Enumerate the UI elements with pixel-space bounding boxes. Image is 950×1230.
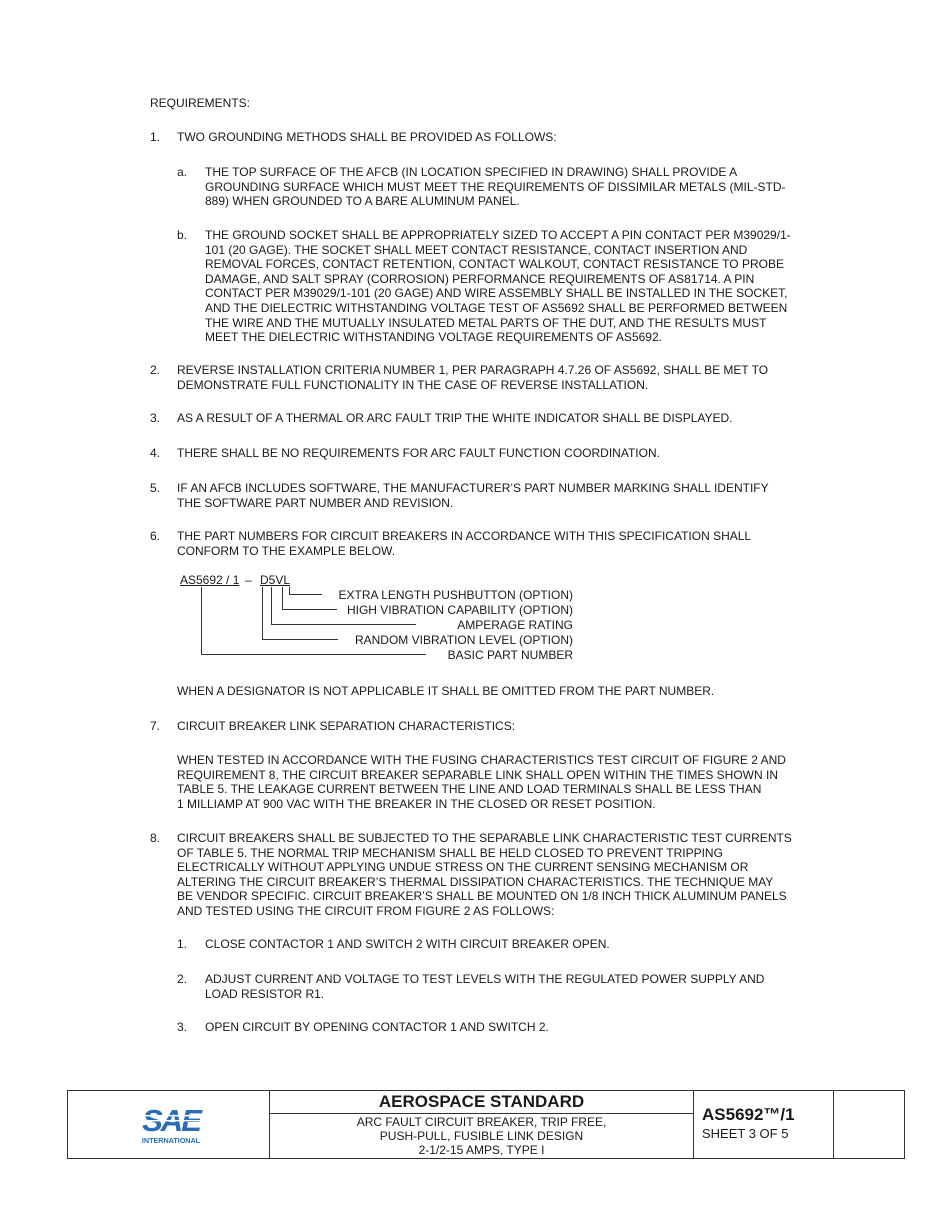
item-number: 8. [150, 831, 161, 845]
subitem-number: 2. [177, 972, 188, 986]
item-number: 3. [150, 411, 161, 425]
item-text: WHEN TESTED IN ACCORDANCE WITH THE FUSING CHARACTERISTICS TEST CIRCUIT OF FIGURE 2 AND REQUIREMENT 8, THE CIRCUIT BREAKER SEPARABLE LINK SHALL OPEN WITHIN THE TIMES SHOWN IN TABLE 5. THE LEAKAGE CURRENT BETWEEN THE LINE AND LOAD TERMINALS SHALL BE LESS THAN 1 MILLIAMP AT 900 VAC WITH THE BREAKER IN THE CLOSED OR RESET POSITION. [177, 753, 786, 811]
item-number: 7. [150, 719, 161, 733]
diagram-label-high-vibration: HIGH VIBRATION CAPABILITY (OPTION) [346, 603, 573, 617]
item-text: CIRCUIT BREAKER LINK SEPARATION CHARACTERISTICS: [177, 719, 516, 733]
subitem-text: OPEN CIRCUIT BY OPENING CONTACTOR 1 AND SWITCH 2. [205, 1020, 549, 1034]
revision-cell [834, 1091, 904, 1158]
diagram-label-amperage: AMPERAGE RATING [457, 618, 573, 632]
diagram-label-basic-part: BASIC PART NUMBER [447, 648, 573, 662]
part-number-dash: – [245, 573, 252, 587]
part-number-suffix: D5VL [260, 573, 291, 587]
subitem-text: THE TOP SURFACE OF THE AFCB (IN LOCATION SPECIFIED IN DRAWING) SHALL PROVIDE A GROUNDING SURFACE WHICH MUST MEET THE REQUIREMENTS OF DISSIMILAR METALS (MIL-STD- 889) WHEN GROUNDED TO A BARE ALUMINUM PANEL. [205, 165, 786, 209]
diagram-label-extra-length: EXTRA LENGTH PUSHBUTTON (OPTION) [338, 588, 573, 602]
standard-number: AS5692™/1 [702, 1105, 795, 1124]
sae-logo [136, 1101, 206, 1147]
subitem-number: 3. [177, 1020, 188, 1034]
part-number-base: AS5692 / 1 [180, 573, 240, 587]
subitem-text: THE GROUND SOCKET SHALL BE APPROPRIATELY SIZED TO ACCEPT A PIN CONTACT PER M39029/1- 101 (20 GAGE). THE SOCKET SHALL MEET CONTACT RESISTANCE, CONTACT INSERTION AND REMOVAL FORCES, CONTACT RETENTION, CONTACT WALKOUT, CONTACT RESISTANCE TO PROBE DAMAGE, AND SALT SPRAY (CORROSION) PERFORMANCE REQUIREMENTS OF AS81714. A PIN CONTACT PER M39029/1-101 (20 GAGE) AND WIRE ASSEMBLY SHALL BE INSTALLED IN THE SOCKET, AND THE DIELECTRIC WITHSTANDING VOLTAGE TEST OF AS5692 SHALL BE PERFORMED BETWEEN THE WIRE AND THE MUTUALLY INSULATED METAL PARTS OF THE DUT, AND THE RESULTS MUST MEET THE DIELECTRIC WITHSTANDING VOLTAGE REQUIREMENTS OF AS5692. [205, 228, 791, 345]
item-number: 5. [150, 481, 161, 495]
requirements-heading: REQUIREMENTS: [150, 96, 251, 110]
title-block [67, 1090, 905, 1159]
title-cell [270, 1091, 694, 1158]
leader-line-extra-length [290, 587, 323, 595]
standard-description: ARC FAULT CIRCUIT BREAKER, TRIP FREE, PUSH-PULL, FUSIBLE LINK DESIGN 2-1/2-15 AMPS, TYPE I [356, 1115, 607, 1157]
item-number: 2. [150, 363, 161, 377]
subitem-number: a. [177, 165, 188, 179]
item-text: THE PART NUMBERS FOR CIRCUIT BREAKERS IN ACCORDANCE WITH THIS SPECIFICATION SHALL CONFORM TO THE EXAMPLE BELOW. [177, 529, 752, 558]
item-text: THERE SHALL BE NO REQUIREMENTS FOR ARC FAULT FUNCTION COORDINATION. [177, 446, 660, 460]
subitem-number: b. [177, 228, 188, 242]
leader-line-high-vibration [283, 587, 338, 610]
item-text: CIRCUIT BREAKERS SHALL BE SUBJECTED TO THE SEPARABLE LINK CHARACTERISTIC TEST CURRENTS OF TABLE 5. THE NORMAL TRIP MECHANISM SHALL BE HELD CLOSED TO PREVENT TRIPPING ELECTRICALLY WITHOUT APPLYING UNDUE STRESS ON THE CURRENT SENSING MECHANISM OR ALTERING THE CIRCUIT BREAKER’S THERMAL DISSIPATION CHARACTERISTICS. THE TECHNIQUE MAY BE VENDOR SPECIFIC. CIRCUIT BREAKER’S SHALL BE MOUNTED ON 1/8 INCH THICK ALUMINUM PANELS AND TESTED USING THE CIRCUIT FROM FIGURE 2 AS FOLLOWS: [177, 831, 792, 918]
item-text: IF AN AFCB INCLUDES SOFTWARE, THE MANUFACTURER’S PART NUMBER MARKING SHALL IDENTIFY THE SOFTWARE PART NUMBER AND REVISION. [177, 481, 769, 510]
standard-heading: AEROSPACE STANDARD [270, 1091, 693, 1114]
sae-logo-subtext: INTERNATIONAL [141, 1136, 201, 1145]
item-text: TWO GROUNDING METHODS SHALL BE PROVIDED AS FOLLOWS: [177, 130, 557, 144]
designator-note: WHEN A DESIGNATOR IS NOT APPLICABLE IT SHALL BE OMITTED FROM THE PART NUMBER. [177, 684, 715, 698]
sheet-number: SHEET 3 OF 5 [702, 1126, 789, 1141]
subitem-number: 1. [177, 937, 188, 951]
item-text: REVERSE INSTALLATION CRITERIA NUMBER 1, PER PARAGRAPH 4.7.26 OF AS5692, SHALL BE MET TO DEMONSTRATE FULL FUNCTIONALITY IN THE CASE OF REVERSE INSTALLATION. [177, 363, 769, 392]
item-number: 6. [150, 529, 161, 543]
subitem-text: ADJUST CURRENT AND VOLTAGE TO TEST LEVELS WITH THE REGULATED POWER SUPPLY AND LOAD RESISTOR R1. [205, 972, 765, 1001]
item-text: AS A RESULT OF A THERMAL OR ARC FAULT TRIP THE WHITE INDICATOR SHALL BE DISPLAYED. [177, 411, 733, 425]
diagram-label-random-vibration: RANDOM VIBRATION LEVEL (OPTION) [354, 633, 573, 647]
number-cell [694, 1091, 834, 1158]
subitem-text: CLOSE CONTACTOR 1 AND SWITCH 2 WITH CIRCUIT BREAKER OPEN. [205, 937, 610, 951]
item-number: 4. [150, 446, 161, 460]
logo-cell [68, 1091, 270, 1158]
item-number: 1. [150, 130, 161, 144]
